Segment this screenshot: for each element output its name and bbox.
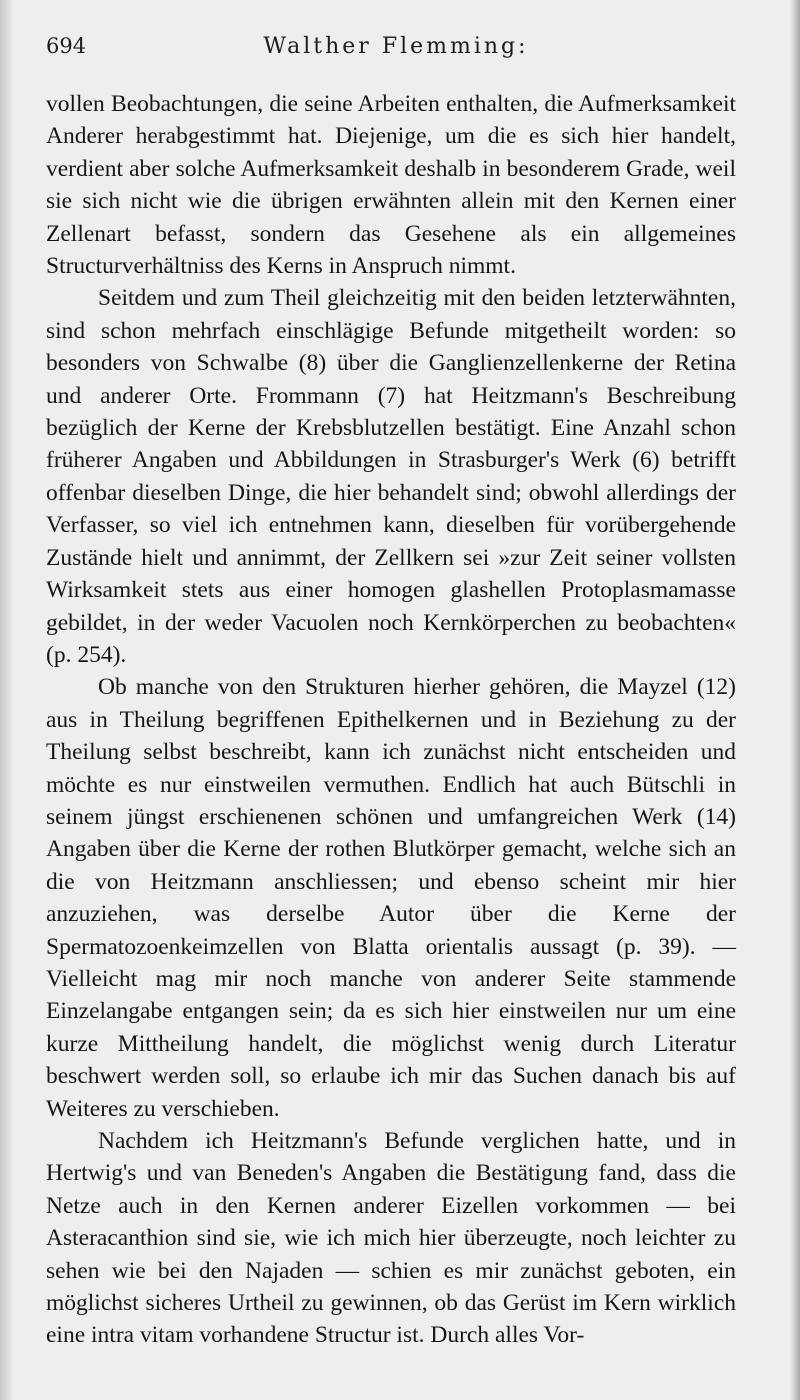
running-head: Walther Flemming: — [263, 34, 529, 59]
paragraph: Ob manche von den Strukturen hierher gehören, die Mayzel (12) aus in Theilung begriffenen Epithelkernen und in Beziehung zu der Theilung selbst beschreibt, kann ich zunächst nicht entscheiden und möchte es nur einstweilen vermuthen. Endlich hat auch Bütschli in seinem jüngst erschienenen schönen und umfangreichen Werk (14) Angaben über die Kerne der rothen Blutkörper gemacht, welche sich an die von Heitzmann anschliessen; und ebenso scheint mir hier anzuziehen, was derselbe Autor über die Kerne der Spermatozoenkeimzellen von Blatta orientalis aussagt (p. 39). — Vielleicht mag mir noch manche von anderer Seite stammende Einzelangabe entgangen sein; da es sich hier einstweilen nur um eine kurze Mittheilung handelt, die möglichst wenig durch Literatur beschwert werden soll, so erlaube ich mir das Suchen danach bis auf Weiteres zu verschieben. — [46, 674, 736, 1122]
page-number: 694 — [46, 34, 87, 58]
page-header — [46, 34, 746, 64]
paragraph: Seitdem und zum Theil gleichzeitig mit den beiden letzterwähnten, sind schon mehrfach einschlägige Befunde mitgetheilt worden: so besonders von Schwalbe (8) über die Ganglienzellenkerne der Retina und anderer Orte. Frommann (7) hat Heitzmann's Beschreibung bezüglich der Kerne der Krebsblutzellen bestätigt. Eine Anzahl schon früherer Angaben und Abbildungen in Strasburger's Werk (6) betrifft offenbar dieselben Dinge, die hier behandelt sind; obwohl allerdings der Verfasser, so viel ich entnehmen kann, dieselben für vorübergehende Zustände hielt und annimmt, der Zellkern sei »zur Zeit seiner vollsten Wirksamkeit stets aus einer homogen glashellen Protoplasmamasse gebildet, in der weder Vacuolen noch Kernkörperchen zu beobachten« (p. 254). — [46, 285, 736, 668]
paragraph-continuation: vollen Beobachtungen, die seine Arbeiten enthalten, die Aufmerksamkeit Anderer herabgestimmt hat. Diejenige, um die es sich hier handelt, verdient aber solche Aufmerksamkeit deshalb in besonderem Grade, weil sie sich nicht wie die übrigen erwähnten allein mit den Kernen einer Zellenart befasst, sondern das Gesehene als ein allgemeines Structurverhältniss des Kerns in Anspruch nimmt. — [46, 91, 736, 280]
paragraph: Nachdem ich Heitzmann's Befunde verglichen hatte, und in Hertwig's und van Beneden's Angaben die Bestätigung fand, dass die Netze auch in den Kernen anderer Eizellen vorkommen — bei Asteracanthion sind sie, wie ich mich hier überzeugte, noch leichter zu sehen wie bei den Najaden — schien es mir zunächst geboten, ein möglichst sicheres Urtheil zu gewinnen, ob das Gerüst im Kern wirklich eine intra vitam vorhandene Structur ist. Durch alles Vor- — [46, 1128, 736, 1349]
body-text — [46, 88, 736, 1352]
